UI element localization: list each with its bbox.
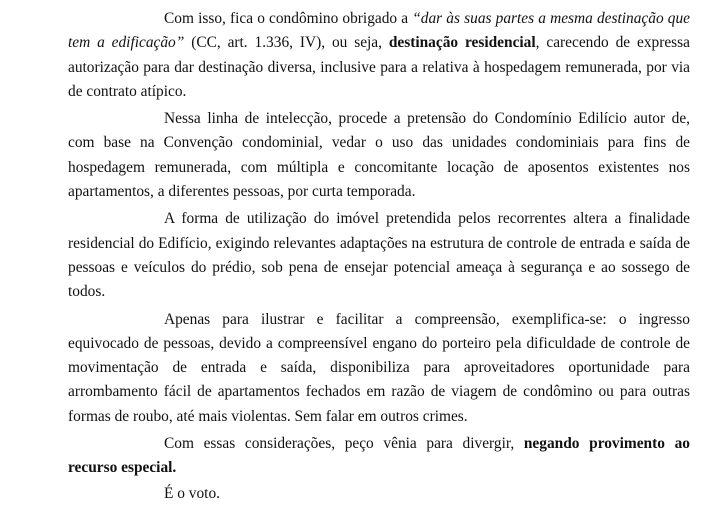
- paragraph-text: Com essas considerações, peço vênia para divergir,: [164, 435, 524, 453]
- paragraph: [68, 207, 690, 304]
- paragraph-text: A forma de utilização do imóvel pretendida pelos recorrentes altera a finalidade residencial do Edifício, exigindo relevantes adaptações na estrutura de controle de entrada e saída de pessoas e veículos do prédio, sob pena de ensejar potencial ameaça à segurança e ao sossego de todos.: [68, 210, 690, 301]
- quote-italic-text: “dar às suas partes a mesma destinação que tem a edificação”: [68, 10, 690, 52]
- paragraph: [68, 432, 690, 481]
- document-body: [68, 7, 690, 506]
- paragraph-text: Apenas para ilustrar e facilitar a compreensão, exemplifica-se: o ingresso equivocado de pessoas, devido a compreensível engano do porteiro pela dificuldade de controle de movimentação de entrada e saída, disponibiliza para aproveitadores oportunidade para arrombamento fácil de apartamentos fechados em razão de viagem de condômino ou para outras formas de roubo, até mais violentas. Sem falar em outros crimes.: [68, 310, 690, 425]
- paragraph: [68, 308, 690, 429]
- paragraph-text: Nessa linha de intelecção, procede a pretensão do Condomínio Edilício autor de, com base na Convenção condominial, vedar o uso das unidades condominiais para fins de hospedagem remunerada, com múltipla e concomitante locação de aposentos existentes nos apartamentos, a diferentes pessoas, por curta temporada.: [68, 110, 690, 201]
- paragraph: [68, 7, 690, 104]
- paragraph: [68, 107, 690, 204]
- paragraph-text: (CC, art. 1.336, IV), ou seja,: [184, 34, 389, 52]
- emphasis-bold-text: destinação residencial: [388, 34, 536, 52]
- closing-line: É o voto.: [164, 484, 221, 502]
- paragraph-text: , carecendo de expressa autorização para dar destinação diversa, inclusive para a relativa à hospedagem remunerada, por via de contrato atípico.: [68, 34, 690, 100]
- paragraph-text: Com isso, fica o condômino obrigado a: [164, 10, 413, 27]
- emphasis-bold-text: negando provimento ao recurso especial.: [68, 435, 690, 477]
- paragraph-list: [68, 7, 690, 481]
